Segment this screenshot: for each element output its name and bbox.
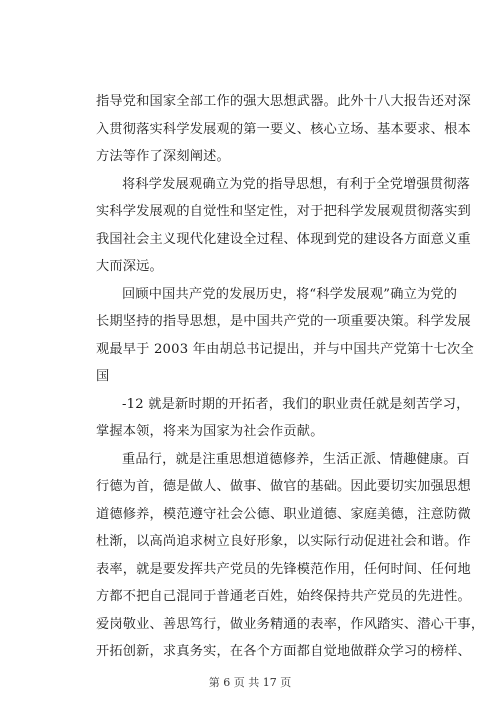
paragraph-first-line: -12 就是新时期的开拓者，我们的职业责任就是刻苦学习， [122,396,470,412]
text-line: 道德修养，模范遵守社会公德、职业道德、家庭美德，注意防微 [96,506,471,522]
paragraph-first-line: 回顾中国共产党的发展历史，将“科学发展观”确立为党的 [122,286,458,302]
text-line: 杜渐，以高尚追求树立良好形象，以实际行动促进社会和谐。作 [96,534,471,549]
text-line: 指导党和国家全部工作的强大思想武器。此外十八大报告还对深 [96,94,471,109]
text-line: 我国社会主义现代化建设全过程、体现到党的建设各方面意义重 [96,231,471,247]
text-line: 方都不把自己混同于普通老百姓，始终保持共产党员的先进性。 [96,589,471,604]
text-line: 爱岗敬业、善思笃行，做业务精通的表率，作风踏实、潜心干事， [96,616,485,632]
text-line: 表率，就是要发挥共产党员的先锋模范作用，任何时间、任何地 [96,561,471,577]
text-line: 掌握本领，将来为国家为社会作贡献。 [96,424,324,439]
text-line: 观最早于 2003 年由胡总书记提出，并与中国共产党第十七次全 [96,341,474,357]
text-line: 实科学发展观的自觉性和坚定性，对于把科学发展观贯彻落实到 [96,204,471,219]
page-number-footer: 第 6 页 共 17 页 [208,676,292,689]
document-body [96,88,485,666]
paragraph-first-line: 重品行，就是注重思想道德修养，生活正派、情趣健康。百 [122,451,471,467]
paragraph-first-line: 将科学发展观确立为党的指导思想，有利于全党增强贯彻落 [122,176,471,192]
text-line: 大而深远。 [96,259,163,274]
text-line: 方法等作了深刻阐述。 [96,149,230,164]
text-line: 行德为首，德是做人、做事、做官的基础。因此要切实加强思想 [96,479,471,494]
text-line: 长期坚持的指导思想，是中国共产党的一项重要决策。科学发展 [96,314,471,329]
text-line: 国 [96,369,110,384]
text-line: 开拓创新，求真务实，在各个方面都自觉地做群众学习的榜样、 [96,644,471,659]
text-line: 入贯彻落实科学发展观的第一要义、核心立场、基本要求、根本 [96,121,471,137]
